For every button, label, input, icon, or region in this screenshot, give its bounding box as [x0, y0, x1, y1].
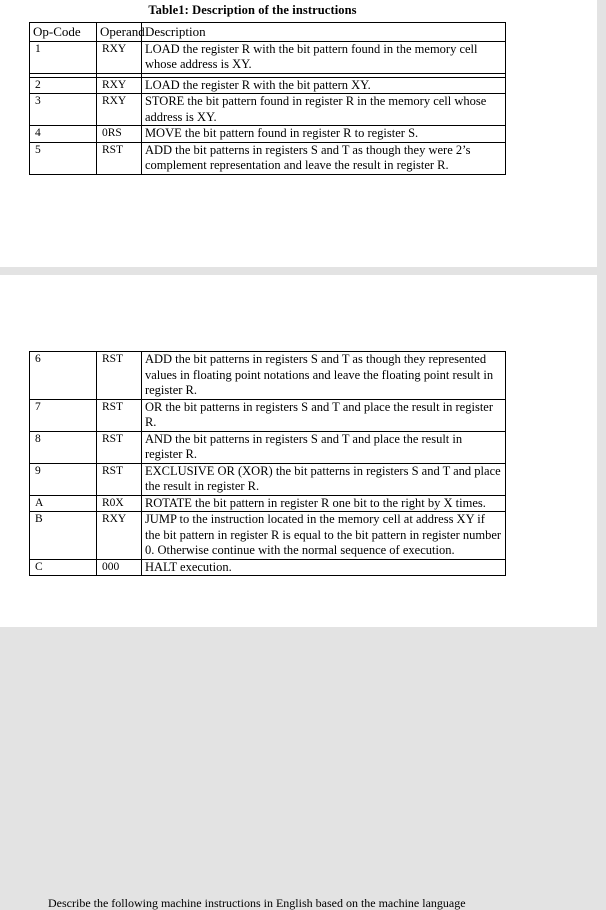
table-row	[30, 512, 506, 560]
opcode-cell: 5	[30, 142, 97, 174]
opcode-cell: A	[30, 495, 97, 512]
opcode-cell: C	[30, 559, 97, 576]
description-cell: EXCLUSIVE OR (XOR) the bit patterns in registers S and T and place the result in register R.	[141, 463, 505, 495]
table-row	[30, 41, 506, 73]
document-page-1	[0, 0, 597, 267]
opcode-cell: 7	[30, 399, 97, 431]
document-page-2	[0, 275, 597, 910]
description-cell: LOAD the register R with the bit pattern XY.	[141, 77, 505, 94]
opcode-cell: 4	[30, 126, 97, 143]
opcode-cell: 6	[30, 352, 97, 400]
table-caption: Table1: Description of the instructions	[148, 3, 357, 17]
header-operand: Operand	[96, 23, 141, 42]
operand-cell: RXY	[96, 77, 141, 94]
instructions-table-part-2	[29, 351, 506, 576]
description-cell: LOAD the register R with the bit pattern found in the memory cell whose address is XY.	[141, 41, 505, 73]
operand-cell: RST	[96, 431, 141, 463]
header-opcode: Op-Code	[30, 23, 97, 42]
operand-cell: RXY	[96, 41, 141, 73]
operand-cell: RXY	[96, 512, 141, 560]
operand-cell: RXY	[96, 94, 141, 126]
operand-cell: RST	[96, 463, 141, 495]
opcode-cell: 3	[30, 94, 97, 126]
table-row	[30, 94, 506, 126]
instructions-table-part-1	[29, 22, 506, 175]
operand-cell: 0RS	[96, 126, 141, 143]
opcode-cell: 9	[30, 463, 97, 495]
opcode-cell: 8	[30, 431, 97, 463]
table-row	[30, 559, 506, 576]
table-row	[30, 77, 506, 94]
operand-cell: R0X	[96, 495, 141, 512]
description-cell: AND the bit patterns in registers S and T and place the result in register R.	[141, 431, 505, 463]
opcode-cell: B	[30, 512, 97, 560]
description-cell: MOVE the bit pattern found in register R to register S.	[141, 126, 505, 143]
operand-cell: RST	[96, 399, 141, 431]
table-row	[30, 142, 506, 174]
truncated-paragraph: Describe the following machine instructions in English based on the machine language	[48, 896, 466, 910]
table-row	[30, 431, 506, 463]
description-cell: ADD the bit patterns in registers S and T as though they represented values in floating point notations and leave the floating point result in register R.	[141, 352, 505, 400]
operand-cell: RST	[96, 142, 141, 174]
table-row	[30, 126, 506, 143]
table-row	[30, 352, 506, 400]
description-cell: JUMP to the instruction located in the memory cell at address XY if the bit pattern in register R is equal to the bit pattern in register number 0. Otherwise continue with the normal sequence of execution.	[141, 512, 505, 560]
operand-cell: 000	[96, 559, 141, 576]
description-cell: ROTATE the bit pattern in register R one bit to the right by X times.	[141, 495, 505, 512]
viewer-gutter	[597, 0, 606, 627]
description-cell: HALT execution.	[141, 559, 505, 576]
operand-cell: RST	[96, 352, 141, 400]
table-row	[30, 399, 506, 431]
table-row	[30, 463, 506, 495]
table-header-row	[30, 23, 506, 42]
header-description: Description	[141, 23, 505, 42]
description-cell: OR the bit patterns in registers S and T and place the result in register R.	[141, 399, 505, 431]
opcode-cell: 2	[30, 77, 97, 94]
opcode-cell: 1	[30, 41, 97, 73]
description-cell: STORE the bit pattern found in register R in the memory cell whose address is XY.	[141, 94, 505, 126]
description-cell: ADD the bit patterns in registers S and T as though they were 2’s complement representation and leave the result in register R.	[141, 142, 505, 174]
table-row	[30, 495, 506, 512]
